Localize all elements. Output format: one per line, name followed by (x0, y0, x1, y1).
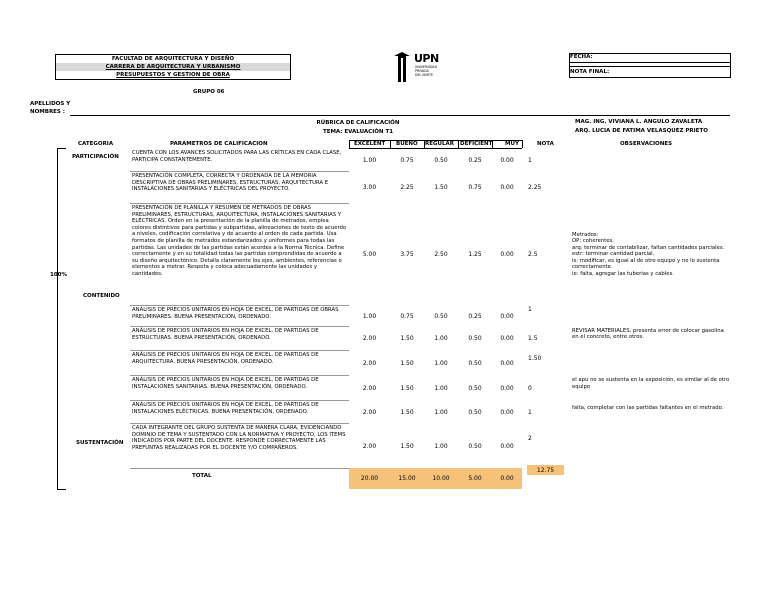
row-divider (130, 171, 349, 172)
row-divider (130, 350, 349, 351)
row-value: 0.75 (400, 312, 414, 320)
weight-label: 100% (50, 272, 67, 278)
row-value: 0.00 (500, 442, 514, 450)
row-divider (130, 326, 349, 327)
header-excelente: EXCELENT (354, 141, 386, 147)
row-parameter: ANÁLISIS DE PRECIOS UNITARIOS EN HOJA DE EXCEL, DE PARTIDAS DE OBRAS PRELIMINARES. BUENA PRESENTACIÓN, ORDENADO. (132, 307, 339, 320)
row-value: 1.50 (400, 359, 414, 367)
names-label-1: APELLIDOS Y (30, 101, 71, 107)
nota-final-label: NOTA FINAL: (570, 69, 610, 75)
row-value: 1.00 (434, 384, 448, 392)
row-value: 2.00 (362, 359, 377, 367)
row-value: 1.00 (362, 156, 377, 164)
row-parameter: ANÁLISIS DE PRECIOS UNITARIOS EN HOJA DE EXCEL, DE PARTIDAS DE ARQUITECTURA. BUENA PRESENTACIÓN, ORDENADO. (132, 352, 319, 365)
teacher-2: ARQ. LUCIA DE FATIMA VELASQUEZ PRIETO (575, 128, 708, 134)
row-value: 0.00 (500, 408, 514, 416)
row-nota: 0 (528, 384, 532, 392)
row-divider (130, 203, 349, 204)
names-label-2: NOMBRES : (30, 109, 66, 115)
row-value: 1.00 (434, 335, 448, 342)
row-value: 0.00 (500, 384, 514, 392)
row-parameter: PRESENTACIÓN COMPLETA, CORRECTA Y ORDENADA DE LA MEMORIA DESCRIPTIVA DE OBRAS PRELIMINARES, ESTRUCTURAS, ARQUITECTURA E INSTALACIONES SANITARIAS Y ELÉCTRICAS DEL PROYECTO. (132, 173, 329, 193)
row-observation: falta, completar con las partidas faltantes en el metrado. (572, 404, 724, 411)
row-value: 0.50 (468, 442, 482, 450)
total-label: TOTAL (192, 473, 212, 479)
row-value: 5.00 (362, 251, 377, 258)
row-nota: 1 (528, 305, 532, 313)
row-observation: el apu no se sustenta en la exposición, es similar al de otro equipo (572, 377, 730, 390)
row-value: 1.00 (434, 442, 448, 450)
row-divider (130, 375, 349, 376)
header-muy: MUY (505, 141, 519, 147)
row-parameter: ANÁLISIS DE PRECIOS UNITARIOS EN HOJA DE EXCEL, DE PARTIDAS DE INSTALACIONES ELÉCTRICAS. BUENA PRESENTACIÓN, ORDENADO. (132, 402, 319, 415)
row-nota: 2 (528, 434, 532, 442)
row-nota: 1.50 (528, 354, 542, 362)
total-nota: 12.75 (536, 467, 555, 474)
row-value: 3.75 (400, 251, 414, 258)
row-parameter: CADA INTEGRANTE DEL GRUPO SUSTENTA DE MANERA CLARA, EVIDENCIANDO DOMINIO DE TEMA Y SUSTENTADO CON LA NORMATIVA Y PROYECTO, LOS ITEMS INDICADOS POR PARTE DEL DOCENTE. RESPONDE CORRECTAMENTE LAS PREFUNTAS REALIZADAS POR EL DOCENTE Y/O COMPAÑEROS. (132, 425, 346, 451)
category-contenido: CONTENIDO (83, 293, 120, 299)
row-divider (130, 468, 349, 469)
row-nota: 2.5 (528, 251, 538, 258)
row-value: 1.50 (400, 442, 414, 450)
row-divider (130, 423, 349, 424)
row-value: 1.00 (434, 408, 448, 416)
row-divider (130, 400, 349, 401)
row-value: 1.00 (362, 312, 377, 320)
upn-logo-mark-icon (392, 52, 412, 82)
row-value: 3.00 (362, 184, 377, 191)
row-value: 0.50 (468, 359, 482, 367)
header-parametros: PARAMETROS DE CALIFICACION (170, 141, 268, 147)
category-sustentacion: SUSTENTACIÓN (76, 440, 124, 446)
total-deficiente: 5.00 (468, 475, 482, 482)
row-value: 0.00 (500, 156, 514, 164)
row-parameter: ANÁLISIS DE PRECIOS UNITARIOS EN HOJA DE EXCEL, DE PARTIDAS DE ESTRUCTURAS. BUENA PRESENTACIÓN, ORDENADO. (132, 328, 319, 341)
row-parameter: CUENTA CON LOS AVANCES SOLICITADOS PARA LAS CRÍTICAS EN CADA CLASE, PARTICIPA CONSTANTEMENTE. (132, 150, 342, 163)
row-value: 1.25 (468, 251, 482, 258)
row-value: 0.00 (500, 359, 514, 367)
row-parameter: PRESENTACIÓN DE PLANILLA Y RESUMEN DE METRADOS DE OBRAS PRELIMINARES, ESTRUCTURAS, ARQUITECTURA, INSTALACIONES SANITARIAS Y ELÉCTRICAS. Orden en la presentación de la planilla de metrados, emplea colores distintivos para partidas y subpartidas, alineaciones de texto de acuerdo a niveles, codificación correlativa y de acuerdo al orden de cada partida. Usa formatos de planilla de metrados estandarizados y uniformes para todas las partidas. Las unidades de las partidas están acordes a la Norma Técnica. Define correctamente y en su totalidad todas las partidas comprendidas de acuerdo a su diseño arquitectónico. Detalla claramente los ejes, ambientes, referencias o elementos a metrar. Respeta y coloca adecuadamente las unidades y cantidades. (132, 205, 347, 277)
row-value: 0.50 (468, 335, 482, 342)
category-participacion: PARTICIPACIÓN (72, 154, 119, 160)
row-value: 1.50 (400, 408, 414, 416)
header-regular: REGULAR (425, 141, 454, 147)
career-name: CARRERA DE ARQUITECTURA Y URBANISMO (56, 63, 290, 71)
row-nota: 1.5 (528, 335, 538, 342)
rubric-title: RÚBRICA DE CALIFICACIÓN (316, 120, 400, 126)
logo-text: UPN (414, 52, 439, 65)
header-observaciones: OBSERVACIONES (620, 141, 673, 147)
row-value: 0.75 (468, 184, 482, 191)
row-nota: 1 (528, 156, 532, 164)
rubric-subtitle: TEMA: EVALUACIÓN T1 (322, 129, 394, 135)
row-value: 0.25 (468, 156, 482, 164)
fecha-label: FECHA: (570, 54, 593, 60)
header-categoria: CATEGORIA (78, 141, 114, 147)
row-observation: REVISAR MATERIALES, presenta error de colocar gasolina en el concreto, entre otros. (572, 327, 724, 341)
row-observation: Metrados: OP: coherentes. arq: terminar de contabilizar, faltan cantidades parciales. estr: terminar cantidad parcial. is: modificar, es igual al de otro equipo y no lo sustenta correctamente. ie: falta, agregar las tuberias y cables. (572, 231, 725, 278)
row-value: 0.50 (434, 156, 448, 164)
total-excelente: 20.00 (360, 475, 379, 482)
row-value: 2.00 (362, 442, 377, 450)
row-value: 1.50 (400, 335, 414, 342)
row-value: 2.00 (362, 384, 377, 392)
logo-sub-2: PRIVADA (415, 69, 429, 73)
row-value: 2.50 (434, 251, 448, 258)
header-deficiente: DEFICIENT (460, 141, 493, 147)
row-nota: 1 (528, 408, 532, 416)
row-value: 0.50 (468, 384, 482, 392)
row-value: 1.00 (434, 359, 448, 367)
row-divider (130, 305, 349, 306)
header-nota: NOTA (537, 141, 554, 147)
row-value: 0.00 (500, 184, 514, 191)
course-name: PRESUPUESTOS Y GESTION DE OBRA (116, 72, 230, 78)
institution-header (55, 54, 291, 80)
total-muy: 0.00 (500, 475, 514, 482)
row-value: 0.50 (434, 312, 448, 320)
row-value: 0.25 (468, 312, 482, 320)
logo-sub-1: UNIVERSIDAD (415, 65, 438, 69)
header-bueno: BUENO (396, 141, 418, 147)
row-parameter: ANÁLISIS DE PRECIOS UNITARIOS EN HOJA DE EXCEL, DE PARTIDAS DE INSTALACIONES SANITARIAS. BUENA PRESENTACIÓN, ORDENADO. (132, 377, 319, 390)
row-value: 2.00 (362, 335, 377, 342)
group-label: GRUPO 06 (193, 89, 225, 95)
row-value: 0.00 (500, 335, 514, 342)
total-regular: 10.00 (432, 475, 450, 482)
row-value: 1.50 (400, 384, 414, 392)
row-nota: 2.25 (528, 184, 542, 191)
teacher-1: MAG. ING. VIVIANA L. ANGULO ZAVALETA (575, 119, 703, 125)
upn-logo (392, 52, 442, 86)
faculty-name: FACULTAD DE ARQUITECTURA Y DISEÑO (111, 56, 235, 62)
logo-sub-3: DEL NORTE (415, 73, 434, 77)
row-value: 0.50 (468, 408, 482, 416)
row-value: 0.00 (500, 312, 514, 320)
total-bueno: 15.00 (398, 475, 416, 482)
row-value: 2.00 (362, 408, 377, 416)
row-value: 0.75 (400, 156, 414, 164)
row-value: 2.25 (400, 184, 414, 191)
row-value: 1.50 (434, 184, 448, 191)
row-value: 0.00 (500, 251, 514, 258)
